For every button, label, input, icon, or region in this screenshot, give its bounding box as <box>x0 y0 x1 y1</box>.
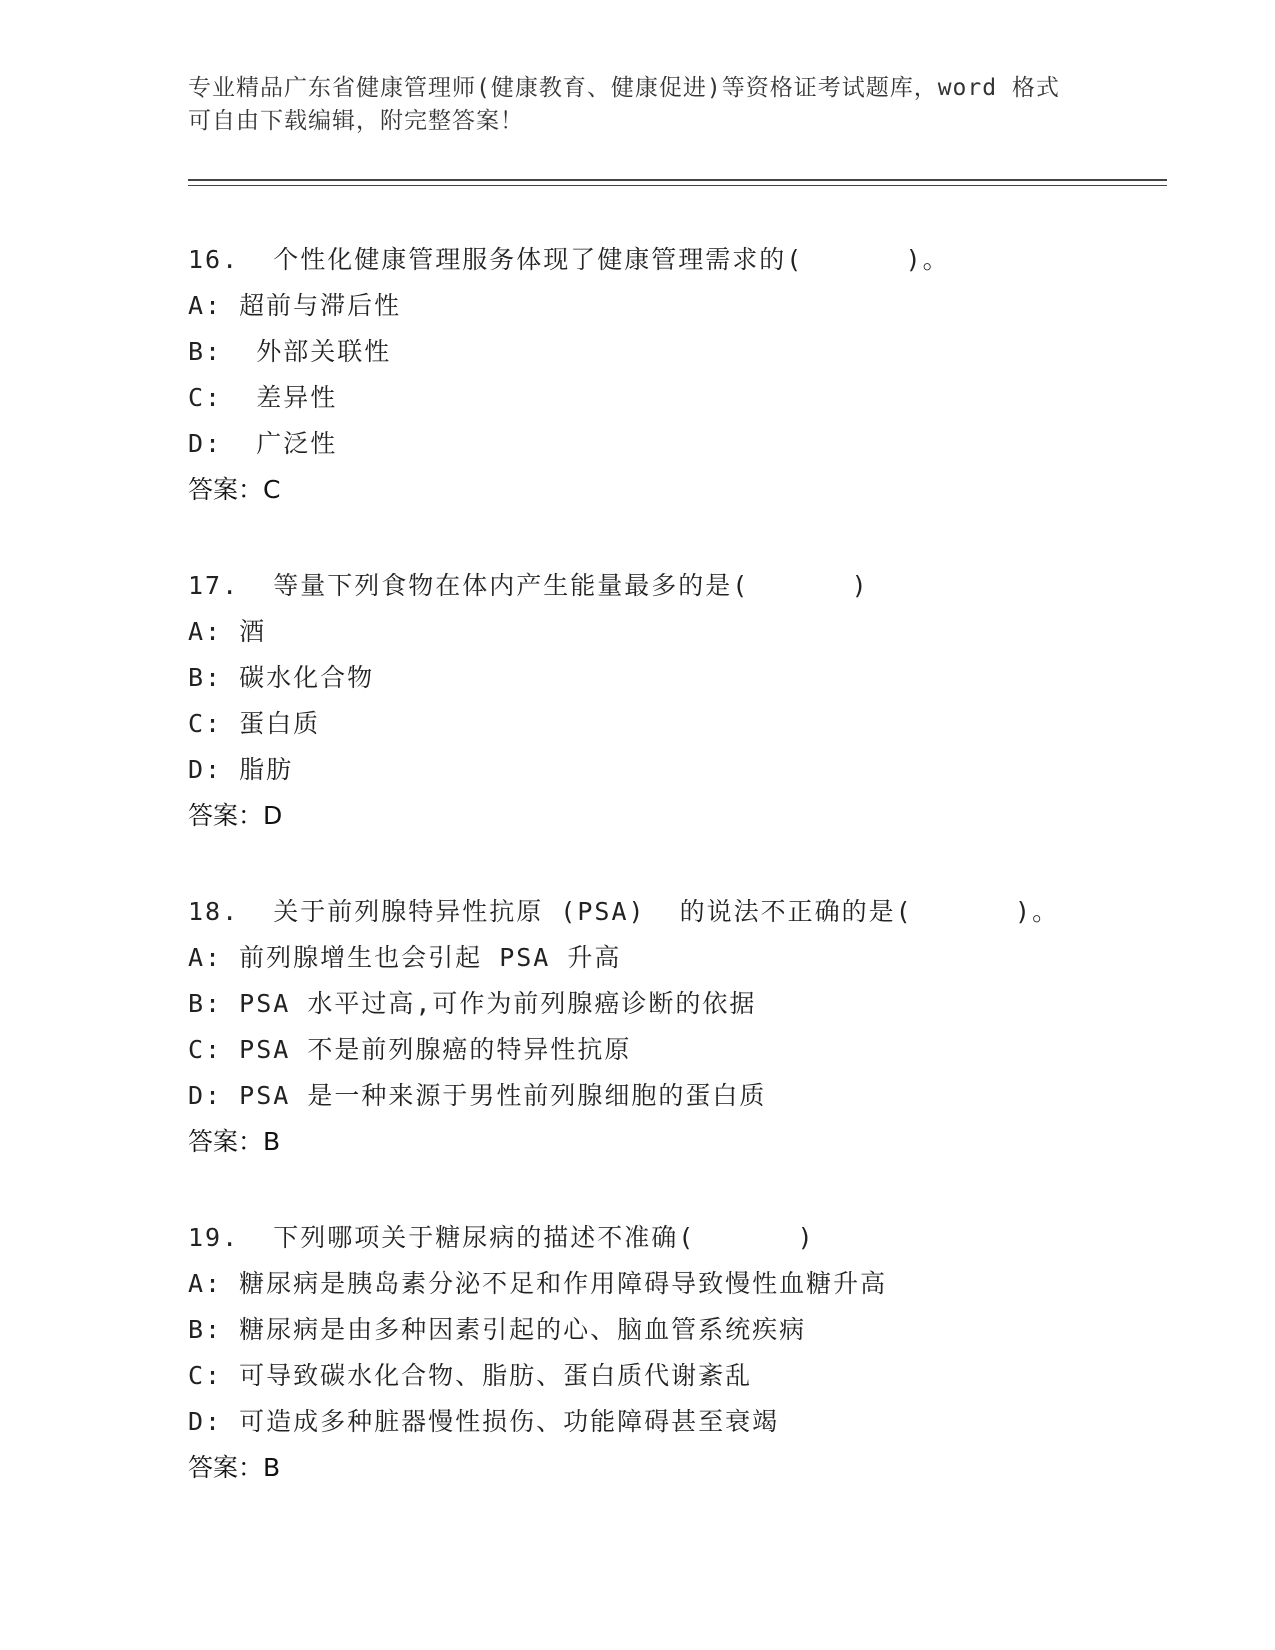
option-d: D: 广泛性 <box>188 429 338 458</box>
answer: 答案：B <box>188 1127 281 1156</box>
answer: 答案：C <box>188 475 281 504</box>
question-stem: 16. 个性化健康管理服务体现了健康管理需求的( )。 <box>188 245 950 274</box>
option-a: A: 超前与滞后性 <box>188 291 402 320</box>
option-d: D: 脂肪 <box>188 755 294 784</box>
option-b: B: 碳水化合物 <box>188 663 375 692</box>
question-17 <box>188 563 1188 839</box>
option-c: C: PSA 不是前列腺癌的特异性抗原 <box>188 1035 632 1064</box>
header-divider-thick <box>188 179 1167 181</box>
question-list <box>188 237 1188 1541</box>
answer: 答案：D <box>188 801 283 830</box>
question-stem: 19. 下列哪项关于糖尿病的描述不准确( ) <box>188 1223 815 1252</box>
question-stem: 18. 关于前列腺特异性抗原 (PSA) 的说法不正确的是( )。 <box>188 897 1060 926</box>
question-16 <box>188 237 1188 513</box>
question-stem: 17. 等量下列食物在体内产生能量最多的是( ) <box>188 571 869 600</box>
header-line-2: 可自由下载编辑，附完整答案！ <box>188 108 524 134</box>
option-d: D: PSA 是一种来源于男性前列腺细胞的蛋白质 <box>188 1081 767 1110</box>
option-c: C: 蛋白质 <box>188 709 321 738</box>
option-b: B: PSA 水平过高,可作为前列腺癌诊断的依据 <box>188 989 757 1018</box>
question-19 <box>188 1215 1188 1491</box>
question-18 <box>188 889 1188 1165</box>
option-a: A: 酒 <box>188 617 267 646</box>
header-divider-thin <box>188 185 1167 186</box>
option-b: B: 糖尿病是由多种因素引起的心、脑血管系统疾病 <box>188 1315 807 1344</box>
header-line-1: 专业精品广东省健康管理师(健康教育、健康促进)等资格证考试题库，word 格式 <box>188 75 1060 101</box>
option-b: B: 外部关联性 <box>188 337 392 366</box>
option-a: A: 糖尿病是胰岛素分泌不足和作用障碍导致慢性血糖升高 <box>188 1269 888 1298</box>
option-a: A: 前列腺增生也会引起 PSA 升高 <box>188 943 622 972</box>
option-d: D: 可造成多种脏器慢性损伤、功能障碍甚至衰竭 <box>188 1407 780 1436</box>
option-c: C: 差异性 <box>188 383 338 412</box>
answer: 答案：B <box>188 1453 281 1482</box>
option-c: C: 可导致碳水化合物、脂肪、蛋白质代谢紊乱 <box>188 1361 753 1390</box>
document-header <box>188 72 1088 138</box>
